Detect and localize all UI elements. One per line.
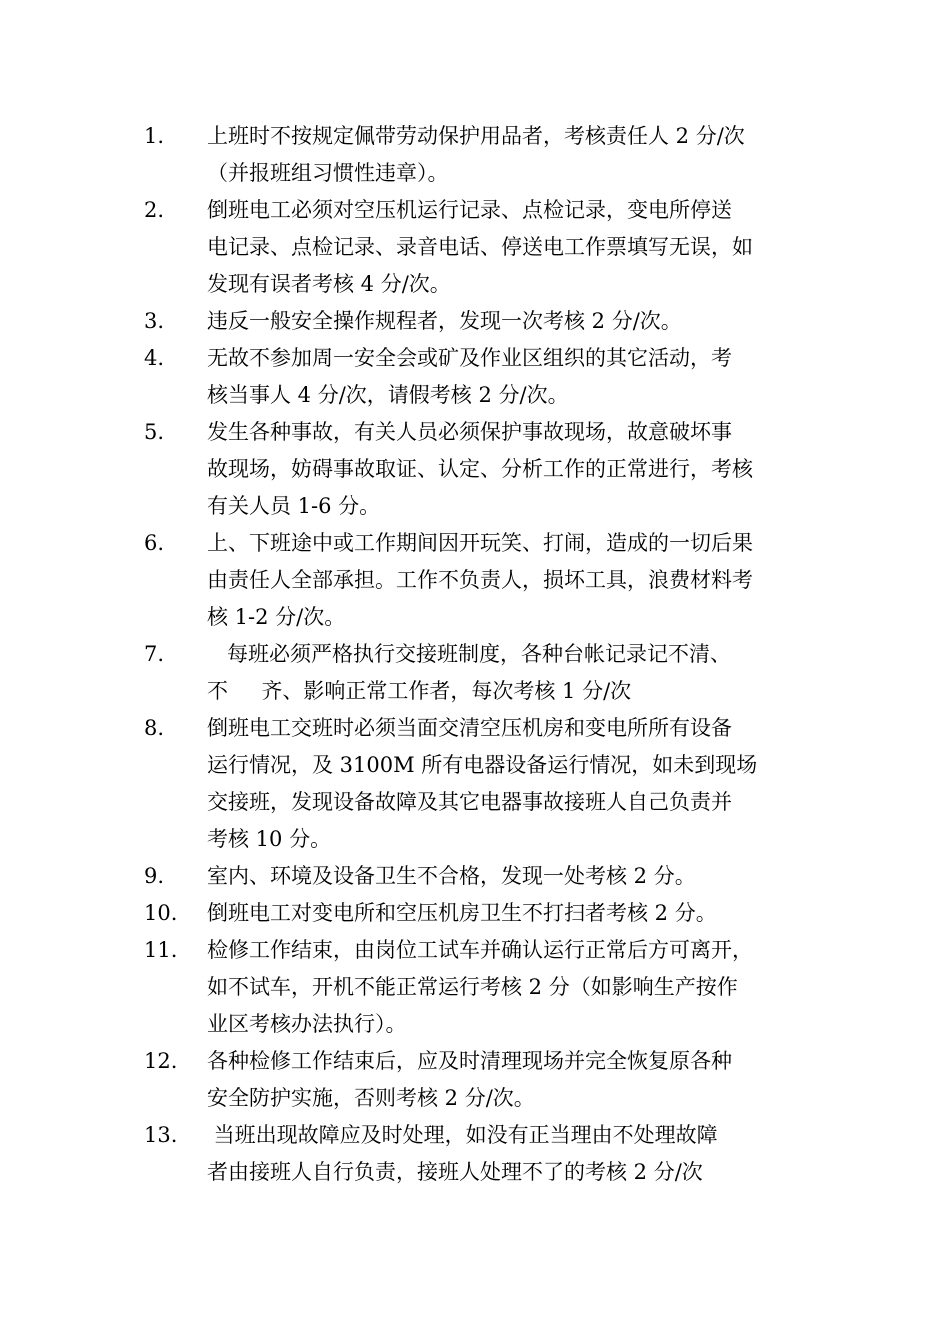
rule-text-line: 每班必须严格执行交接班制度，各种台帐记录记不清、	[207, 642, 732, 666]
rule-text	[207, 1117, 822, 1191]
rule-text-line: 倒班电工交班时必须当面交清空压机房和变电所所有设备	[207, 716, 732, 740]
rule-number: 10.	[144, 901, 178, 925]
rule-text-line: 无故不参加周一安全会或矿及作业区组织的其它活动，考	[207, 346, 732, 370]
rule-number: 9.	[144, 864, 165, 888]
rule-item-10	[0, 895, 950, 932]
rule-text-line: 有关人员 1-6 分。	[207, 494, 381, 518]
rule-item-7	[0, 636, 950, 710]
rule-text-line: 考核 10 分。	[207, 827, 332, 851]
rule-text-line: 如不试车，开机不能正常运行考核 2 分（如影响生产按作	[207, 975, 738, 999]
rule-item-9	[0, 858, 950, 895]
rule-text	[207, 895, 822, 932]
rule-number: 8.	[144, 716, 165, 740]
rule-text-line: 电记录、点检记录、录音电话、停送电工作票填写无误，如	[207, 235, 753, 259]
rule-list	[0, 118, 950, 1191]
rule-text	[207, 118, 822, 192]
rule-text-line: 倒班电工对变电所和空压机房卫生不打扫者考核 2 分。	[207, 901, 717, 925]
rule-text	[207, 1043, 822, 1117]
rule-text-line: 发现有误者考核 4 分/次。	[207, 272, 451, 296]
rule-text-line: 核当事人 4 分/次，请假考核 2 分/次。	[207, 383, 569, 407]
rule-item-11	[0, 932, 950, 1043]
rule-text	[207, 340, 822, 414]
rule-text-line: 安全防护实施，否则考核 2 分/次。	[207, 1086, 535, 1110]
rule-item-13	[0, 1117, 950, 1191]
rule-text-line: 倒班电工必须对空压机运行记录、点检记录，变电所停送	[207, 198, 732, 222]
rule-number: 1.	[144, 124, 165, 148]
rule-text	[207, 303, 822, 340]
rule-item-2	[0, 192, 950, 303]
rule-number: 13.	[144, 1123, 178, 1147]
rule-text	[207, 414, 822, 525]
rule-number: 5.	[144, 420, 165, 444]
rule-item-4	[0, 340, 950, 414]
rule-text	[207, 932, 822, 1043]
rule-number: 12.	[144, 1049, 178, 1073]
rule-item-1	[0, 118, 950, 192]
rule-text-line: 核 1-2 分/次。	[207, 605, 346, 629]
rule-text	[207, 858, 822, 895]
rule-item-5	[0, 414, 950, 525]
rule-text	[207, 710, 822, 858]
rule-number: 4.	[144, 346, 165, 370]
rule-text-line: 违反一般安全操作规程者，发现一次考核 2 分/次。	[207, 309, 682, 333]
rule-text-line: 发生各种事故，有关人员必须保护事故现场，故意破坏事	[207, 420, 732, 444]
rule-text-line: 者由接班人自行负责，接班人处理不了的考核 2 分/次	[207, 1160, 703, 1184]
rule-text-line: 不 齐、影响正常工作者，每次考核 1 分/次	[207, 679, 632, 703]
rule-text-line: 由责任人全部承担。工作不负责人，损坏工具，浪费材料考	[207, 568, 753, 592]
rule-item-12	[0, 1043, 950, 1117]
rule-item-6	[0, 525, 950, 636]
rule-number: 2.	[144, 198, 165, 222]
rule-text-line: 当班出现故障应及时处理，如没有正当理由不处理故障	[207, 1123, 718, 1147]
rule-text	[207, 636, 822, 710]
rule-text-line: 业区考核办法执行）。	[207, 1012, 407, 1036]
rule-text-line: 交接班，发现设备故障及其它电器事故接班人自己负责并	[207, 790, 732, 814]
rule-number: 7.	[144, 642, 165, 666]
rule-text-line: 各种检修工作结束后，应及时清理现场并完全恢复原各种	[207, 1049, 732, 1073]
rule-number: 11.	[144, 938, 178, 962]
rule-number: 6.	[144, 531, 165, 555]
rule-text-line: 上、下班途中或工作期间因开玩笑、打闹，造成的一切后果	[207, 531, 753, 555]
rule-text	[207, 192, 822, 303]
rule-number: 3.	[144, 309, 165, 333]
rule-text-line: 运行情况，及 3100M 所有电器设备运行情况，如未到现场	[207, 753, 758, 777]
rule-text-line: 室内、环境及设备卫生不合格，发现一处考核 2 分。	[207, 864, 696, 888]
rule-text-line: 故现场，妨碍事故取证、认定、分析工作的正常进行，考核	[207, 457, 753, 481]
rule-text-line: 上班时不按规定佩带劳动保护用品者，考核责任人 2 分/次	[207, 124, 745, 148]
rule-text-line: （并报班组习惯性违章）。	[207, 161, 449, 185]
rule-item-3	[0, 303, 950, 340]
rule-text	[207, 525, 822, 636]
rule-item-8	[0, 710, 950, 858]
rule-text-line: 检修工作结束，由岗位工试车并确认运行正常后方可离开，	[207, 938, 753, 962]
